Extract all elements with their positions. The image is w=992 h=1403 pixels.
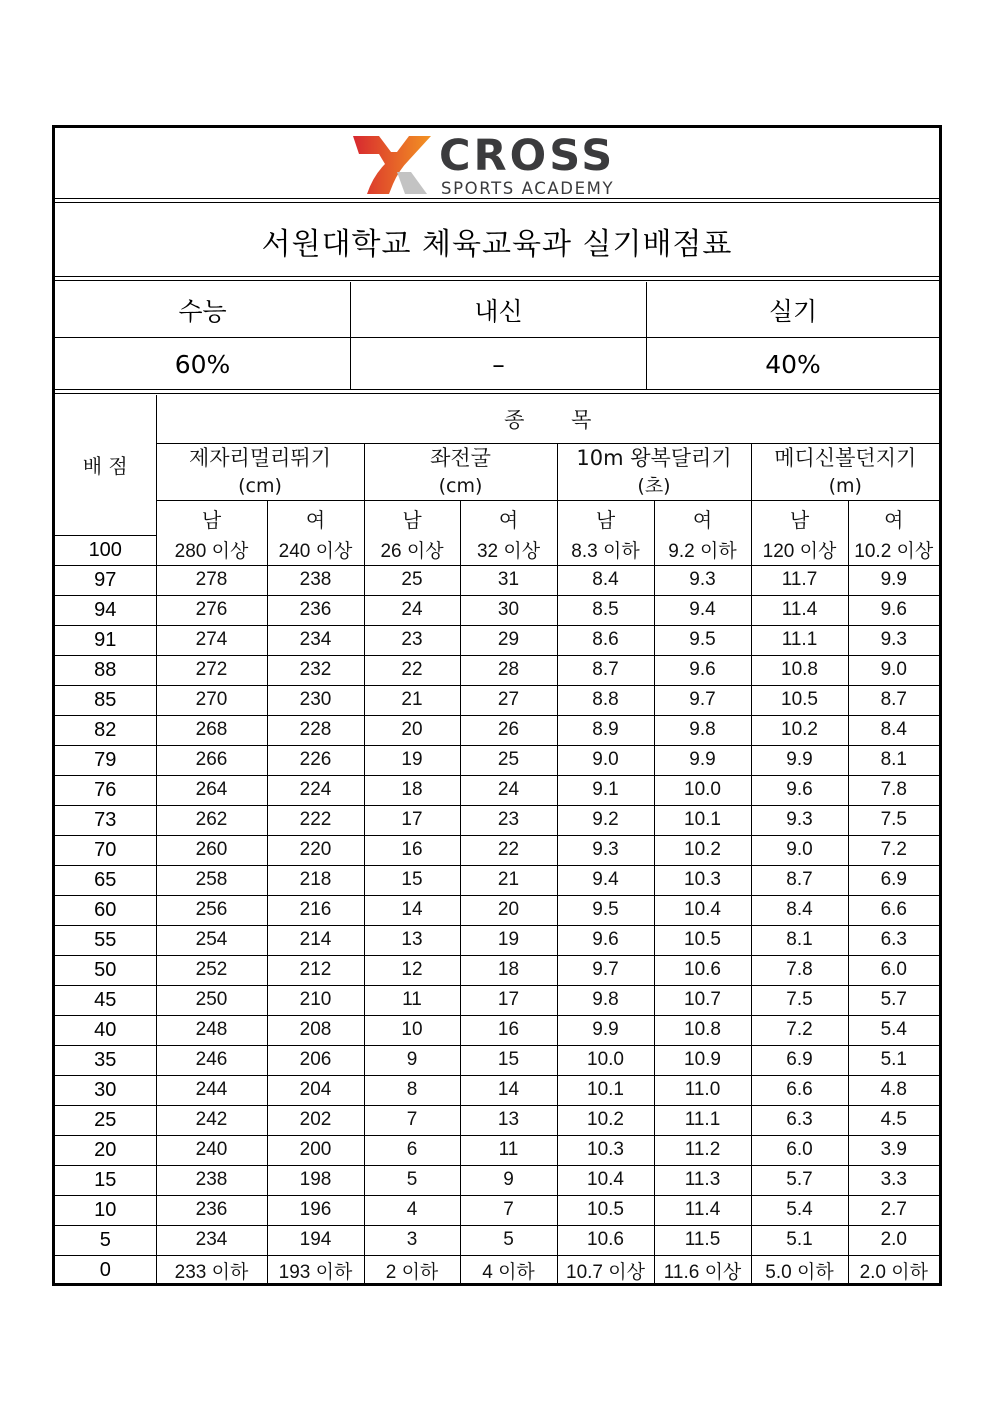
value-cell: 256	[156, 895, 267, 925]
value-cell: 26	[460, 715, 557, 745]
value-cell: 206	[267, 1045, 364, 1075]
value-cell: 10.0	[654, 775, 751, 805]
table-row	[55, 835, 939, 865]
value-cell: 10.2	[751, 715, 848, 745]
value-cell: 15	[364, 865, 460, 895]
score-cell: 73	[55, 805, 156, 835]
female-header: 여	[654, 501, 751, 536]
value-cell: 2 이하	[364, 1255, 460, 1285]
value-cell: 7	[460, 1195, 557, 1225]
table-row	[55, 865, 939, 895]
score-cell: 40	[55, 1015, 156, 1045]
value-cell: 16	[460, 1015, 557, 1045]
divider	[350, 282, 351, 390]
value-cell: 120 이상	[751, 535, 848, 565]
score-cell: 50	[55, 955, 156, 985]
value-cell: 7.2	[848, 835, 939, 865]
table-row	[55, 1045, 939, 1075]
table-row	[55, 715, 939, 745]
value-cell: 5.7	[751, 1165, 848, 1195]
value-cell: 254	[156, 925, 267, 955]
ratio-section	[55, 282, 939, 390]
value-cell: 26 이상	[364, 535, 460, 565]
value-cell: 8.7	[848, 685, 939, 715]
ratio-value-suneung: 60%	[174, 349, 231, 379]
table-row	[55, 1135, 939, 1165]
score-cell: 97	[55, 565, 156, 595]
value-cell: 10.5	[751, 685, 848, 715]
value-cell: 212	[267, 955, 364, 985]
score-cell: 0	[55, 1255, 156, 1285]
value-cell: 8.5	[557, 595, 654, 625]
value-cell: 10.7 이상	[557, 1255, 654, 1285]
value-cell: 232	[267, 655, 364, 685]
value-cell: 9.1	[557, 775, 654, 805]
value-cell: 9.3	[654, 565, 751, 595]
value-cell: 10.9	[654, 1045, 751, 1075]
value-cell: 6.3	[848, 925, 939, 955]
value-cell: 10.1	[654, 805, 751, 835]
value-cell: 10.4	[654, 895, 751, 925]
event-name: 메디신볼던지기	[774, 446, 917, 470]
value-cell: 233 이하	[156, 1255, 267, 1285]
table-row	[55, 895, 939, 925]
value-cell: 8.7	[557, 655, 654, 685]
value-cell: 10.8	[751, 655, 848, 685]
value-cell: 6.0	[848, 955, 939, 985]
divider	[646, 282, 647, 390]
value-cell: 246	[156, 1045, 267, 1075]
event-name: 좌전굴	[430, 446, 491, 470]
score-cell: 88	[55, 655, 156, 685]
table-row	[55, 565, 939, 595]
value-cell: 8.3 이하	[557, 535, 654, 565]
value-cell: 5.1	[848, 1045, 939, 1075]
value-cell: 31	[460, 565, 557, 595]
event-header-standing-long-jump	[156, 444, 364, 501]
score-cell: 82	[55, 715, 156, 745]
double-divider	[55, 198, 939, 203]
value-cell: 32 이상	[460, 535, 557, 565]
value-cell: 8.6	[557, 625, 654, 655]
value-cell: 24	[364, 595, 460, 625]
value-cell: 234	[156, 1225, 267, 1255]
value-cell: 7.5	[848, 805, 939, 835]
value-cell: 6.6	[751, 1075, 848, 1105]
table-row	[55, 655, 939, 685]
value-cell: 272	[156, 655, 267, 685]
value-cell: 11.1	[654, 1105, 751, 1135]
value-cell: 6	[364, 1135, 460, 1165]
value-cell: 18	[364, 775, 460, 805]
value-cell: 11	[364, 985, 460, 1015]
value-cell: 10.7	[654, 985, 751, 1015]
value-cell: 238	[267, 565, 364, 595]
value-cell: 2.0 이하	[848, 1255, 939, 1285]
value-cell: 13	[460, 1105, 557, 1135]
score-table-wrapper	[55, 395, 939, 1285]
value-cell: 208	[267, 1015, 364, 1045]
value-cell: 262	[156, 805, 267, 835]
brand-name: CROSS	[439, 132, 616, 181]
value-cell: 8.1	[848, 745, 939, 775]
value-cell: 250	[156, 985, 267, 1015]
table-row	[55, 925, 939, 955]
value-cell: 10.0	[557, 1045, 654, 1075]
value-cell: 14	[460, 1075, 557, 1105]
value-cell: 5.7	[848, 985, 939, 1015]
table-row	[55, 535, 939, 565]
value-cell: 23	[364, 625, 460, 655]
value-cell: 9.7	[654, 685, 751, 715]
value-cell: 2.7	[848, 1195, 939, 1225]
table-row	[55, 595, 939, 625]
value-cell: 24	[460, 775, 557, 805]
value-cell: 10.2	[557, 1105, 654, 1135]
female-header: 여	[267, 501, 364, 536]
value-cell: 8.4	[557, 565, 654, 595]
score-rows	[55, 535, 939, 1285]
value-cell: 19	[460, 925, 557, 955]
cross-academy-logo	[353, 132, 643, 198]
value-cell: 11.4	[751, 595, 848, 625]
value-cell: 248	[156, 1015, 267, 1045]
value-cell: 6.9	[751, 1045, 848, 1075]
value-cell: 10.2	[654, 835, 751, 865]
score-cell: 20	[55, 1135, 156, 1165]
score-cell: 5	[55, 1225, 156, 1255]
table-row	[55, 1195, 939, 1225]
value-cell: 9.2	[557, 805, 654, 835]
value-cell: 29	[460, 625, 557, 655]
value-cell: 10.1	[557, 1075, 654, 1105]
value-cell: 9.9	[751, 745, 848, 775]
value-cell: 20	[364, 715, 460, 745]
score-sheet	[52, 125, 942, 1286]
value-cell: 252	[156, 955, 267, 985]
value-cell: 8.4	[751, 895, 848, 925]
value-cell: 220	[267, 835, 364, 865]
value-cell: 9.7	[557, 955, 654, 985]
value-cell: 17	[364, 805, 460, 835]
value-cell: 214	[267, 925, 364, 955]
value-cell: 16	[364, 835, 460, 865]
value-cell: 9	[460, 1165, 557, 1195]
male-header: 남	[364, 501, 460, 536]
table-row	[55, 1015, 939, 1045]
value-cell: 9	[364, 1045, 460, 1075]
value-cell: 9.5	[654, 625, 751, 655]
value-cell: 6.3	[751, 1105, 848, 1135]
value-cell: 9.4	[654, 595, 751, 625]
value-cell: 7	[364, 1105, 460, 1135]
value-cell: 28	[460, 655, 557, 685]
logo-row	[55, 128, 939, 198]
score-cell: 30	[55, 1075, 156, 1105]
value-cell: 228	[267, 715, 364, 745]
events-header: 종 목	[156, 395, 939, 444]
value-cell: 10	[364, 1015, 460, 1045]
value-cell: 9.3	[751, 805, 848, 835]
score-cell: 25	[55, 1105, 156, 1135]
value-cell: 244	[156, 1075, 267, 1105]
value-cell: 200	[267, 1135, 364, 1165]
value-cell: 11.1	[751, 625, 848, 655]
score-cell: 65	[55, 865, 156, 895]
value-cell: 10.2 이상	[848, 535, 939, 565]
value-cell: 9.3	[848, 625, 939, 655]
event-header-sit-and-reach	[364, 444, 557, 501]
value-cell: 4.8	[848, 1075, 939, 1105]
value-cell: 7.8	[848, 775, 939, 805]
table-row	[55, 1225, 939, 1255]
value-cell: 8.4	[848, 715, 939, 745]
value-cell: 4.5	[848, 1105, 939, 1135]
value-cell: 19	[364, 745, 460, 775]
value-cell: 9.0	[848, 655, 939, 685]
value-cell: 30	[460, 595, 557, 625]
value-cell: 202	[267, 1105, 364, 1135]
male-header: 남	[557, 501, 654, 536]
ratio-header-naesin: 내신	[474, 296, 523, 326]
value-cell: 14	[364, 895, 460, 925]
value-cell: 278	[156, 565, 267, 595]
value-cell: 216	[267, 895, 364, 925]
event-unit: (cm)	[238, 475, 282, 497]
value-cell: 7.2	[751, 1015, 848, 1045]
event-unit: (m)	[828, 475, 862, 497]
value-cell: 230	[267, 685, 364, 715]
score-cell: 94	[55, 595, 156, 625]
event-name: 제자리멀리뛰기	[188, 446, 331, 470]
value-cell: 236	[267, 595, 364, 625]
value-cell: 23	[460, 805, 557, 835]
value-cell: 9.8	[557, 985, 654, 1015]
x-mark-icon	[353, 136, 431, 194]
value-cell: 276	[156, 595, 267, 625]
value-cell: 236	[156, 1195, 267, 1225]
value-cell: 238	[156, 1165, 267, 1195]
value-cell: 194	[267, 1225, 364, 1255]
value-cell: 9.9	[848, 565, 939, 595]
score-cell: 35	[55, 1045, 156, 1075]
value-cell: 9.3	[557, 835, 654, 865]
double-divider	[55, 389, 939, 394]
value-cell: 25	[364, 565, 460, 595]
value-cell: 5.1	[751, 1225, 848, 1255]
event-name: 10m 왕복달리기	[576, 446, 732, 470]
ratio-header-silgi: 실기	[768, 296, 818, 326]
value-cell: 264	[156, 775, 267, 805]
score-cell: 55	[55, 925, 156, 955]
ratio-value-silgi: 40%	[765, 349, 821, 379]
value-cell: 6.9	[848, 865, 939, 895]
value-cell: 226	[267, 745, 364, 775]
value-cell: 20	[460, 895, 557, 925]
value-cell: 204	[267, 1075, 364, 1105]
event-unit: (cm)	[438, 475, 483, 497]
value-cell: 5.0 이하	[751, 1255, 848, 1285]
value-cell: 11.7	[751, 565, 848, 595]
value-cell: 9.4	[557, 865, 654, 895]
value-cell: 5.4	[848, 1015, 939, 1045]
event-header-medicine-ball-throw	[751, 444, 939, 501]
value-cell: 258	[156, 865, 267, 895]
value-cell: 22	[364, 655, 460, 685]
value-cell: 11.0	[654, 1075, 751, 1105]
value-cell: 11.4	[654, 1195, 751, 1225]
brand-tagline: SPORTS ACADEMY	[441, 179, 615, 198]
value-cell: 13	[364, 925, 460, 955]
value-cell: 7.8	[751, 955, 848, 985]
value-cell: 27	[460, 685, 557, 715]
female-header: 여	[460, 501, 557, 536]
table-row	[55, 955, 939, 985]
table-row	[55, 685, 939, 715]
value-cell: 4	[364, 1195, 460, 1225]
value-cell: 11	[460, 1135, 557, 1165]
value-cell: 25	[460, 745, 557, 775]
value-cell: 6.6	[848, 895, 939, 925]
value-cell: 5	[364, 1165, 460, 1195]
table-row	[55, 1105, 939, 1135]
table-row	[55, 805, 939, 835]
value-cell: 268	[156, 715, 267, 745]
value-cell: 10.5	[654, 925, 751, 955]
score-cell: 85	[55, 685, 156, 715]
value-cell: 7.5	[751, 985, 848, 1015]
score-table	[55, 395, 939, 1285]
value-cell: 9.6	[848, 595, 939, 625]
value-cell: 9.9	[654, 745, 751, 775]
value-cell: 18	[460, 955, 557, 985]
value-cell: 280 이상	[156, 535, 267, 565]
value-cell: 196	[267, 1195, 364, 1225]
value-cell: 218	[267, 865, 364, 895]
value-cell: 5	[460, 1225, 557, 1255]
value-cell: 10.6	[654, 955, 751, 985]
value-cell: 9.6	[557, 925, 654, 955]
ratio-value-naesin: –	[492, 349, 505, 379]
table-row	[55, 985, 939, 1015]
value-cell: 9.0	[751, 835, 848, 865]
value-cell: 10.8	[654, 1015, 751, 1045]
value-cell: 10.6	[557, 1225, 654, 1255]
value-cell: 240 이상	[267, 535, 364, 565]
value-cell: 15	[460, 1045, 557, 1075]
female-header: 여	[848, 501, 939, 536]
score-cell: 79	[55, 745, 156, 775]
value-cell: 10.5	[557, 1195, 654, 1225]
value-cell: 198	[267, 1165, 364, 1195]
score-cell: 91	[55, 625, 156, 655]
table-row	[55, 625, 939, 655]
divider	[55, 337, 939, 338]
value-cell: 22	[460, 835, 557, 865]
value-cell: 224	[267, 775, 364, 805]
event-unit: (초)	[637, 475, 671, 497]
value-cell: 6.0	[751, 1135, 848, 1165]
male-header: 남	[156, 501, 267, 536]
ratio-header-suneung: 수능	[178, 296, 227, 326]
value-cell: 4 이하	[460, 1255, 557, 1285]
value-cell: 21	[460, 865, 557, 895]
score-column-header: 배 점	[55, 395, 156, 535]
double-divider	[55, 276, 939, 281]
value-cell: 242	[156, 1105, 267, 1135]
value-cell: 11.5	[654, 1225, 751, 1255]
value-cell: 9.5	[557, 895, 654, 925]
value-cell: 21	[364, 685, 460, 715]
value-cell: 260	[156, 835, 267, 865]
value-cell: 9.2 이하	[654, 535, 751, 565]
value-cell: 9.6	[751, 775, 848, 805]
value-cell: 8	[364, 1075, 460, 1105]
value-cell: 266	[156, 745, 267, 775]
value-cell: 9.8	[654, 715, 751, 745]
value-cell: 12	[364, 955, 460, 985]
value-cell: 234	[267, 625, 364, 655]
value-cell: 5.4	[751, 1195, 848, 1225]
value-cell: 8.8	[557, 685, 654, 715]
event-header-10m-shuttle-run	[557, 444, 751, 501]
table-row	[55, 745, 939, 775]
value-cell: 222	[267, 805, 364, 835]
value-cell: 3.3	[848, 1165, 939, 1195]
value-cell: 11.6 이상	[654, 1255, 751, 1285]
table-row	[55, 775, 939, 805]
value-cell: 17	[460, 985, 557, 1015]
value-cell: 270	[156, 685, 267, 715]
score-cell: 70	[55, 835, 156, 865]
page-title: 서원대학교 체육교육과 실기배점표	[261, 226, 733, 262]
value-cell: 10.3	[654, 865, 751, 895]
value-cell: 10.3	[557, 1135, 654, 1165]
table-row	[55, 1255, 939, 1285]
value-cell: 3.9	[848, 1135, 939, 1165]
value-cell: 3	[364, 1225, 460, 1255]
score-cell: 76	[55, 775, 156, 805]
value-cell: 9.6	[654, 655, 751, 685]
value-cell: 11.2	[654, 1135, 751, 1165]
table-row	[55, 1165, 939, 1195]
score-cell: 60	[55, 895, 156, 925]
value-cell: 193 이하	[267, 1255, 364, 1285]
score-cell: 15	[55, 1165, 156, 1195]
value-cell: 11.3	[654, 1165, 751, 1195]
value-cell: 9.0	[557, 745, 654, 775]
value-cell: 274	[156, 625, 267, 655]
value-cell: 8.7	[751, 865, 848, 895]
score-cell: 10	[55, 1195, 156, 1225]
male-header: 남	[751, 501, 848, 536]
score-cell: 45	[55, 985, 156, 1015]
score-cell: 100	[55, 535, 156, 565]
value-cell: 8.9	[557, 715, 654, 745]
value-cell: 10.4	[557, 1165, 654, 1195]
value-cell: 2.0	[848, 1225, 939, 1255]
table-row	[55, 1075, 939, 1105]
value-cell: 8.1	[751, 925, 848, 955]
value-cell: 240	[156, 1135, 267, 1165]
value-cell: 9.9	[557, 1015, 654, 1045]
value-cell: 210	[267, 985, 364, 1015]
